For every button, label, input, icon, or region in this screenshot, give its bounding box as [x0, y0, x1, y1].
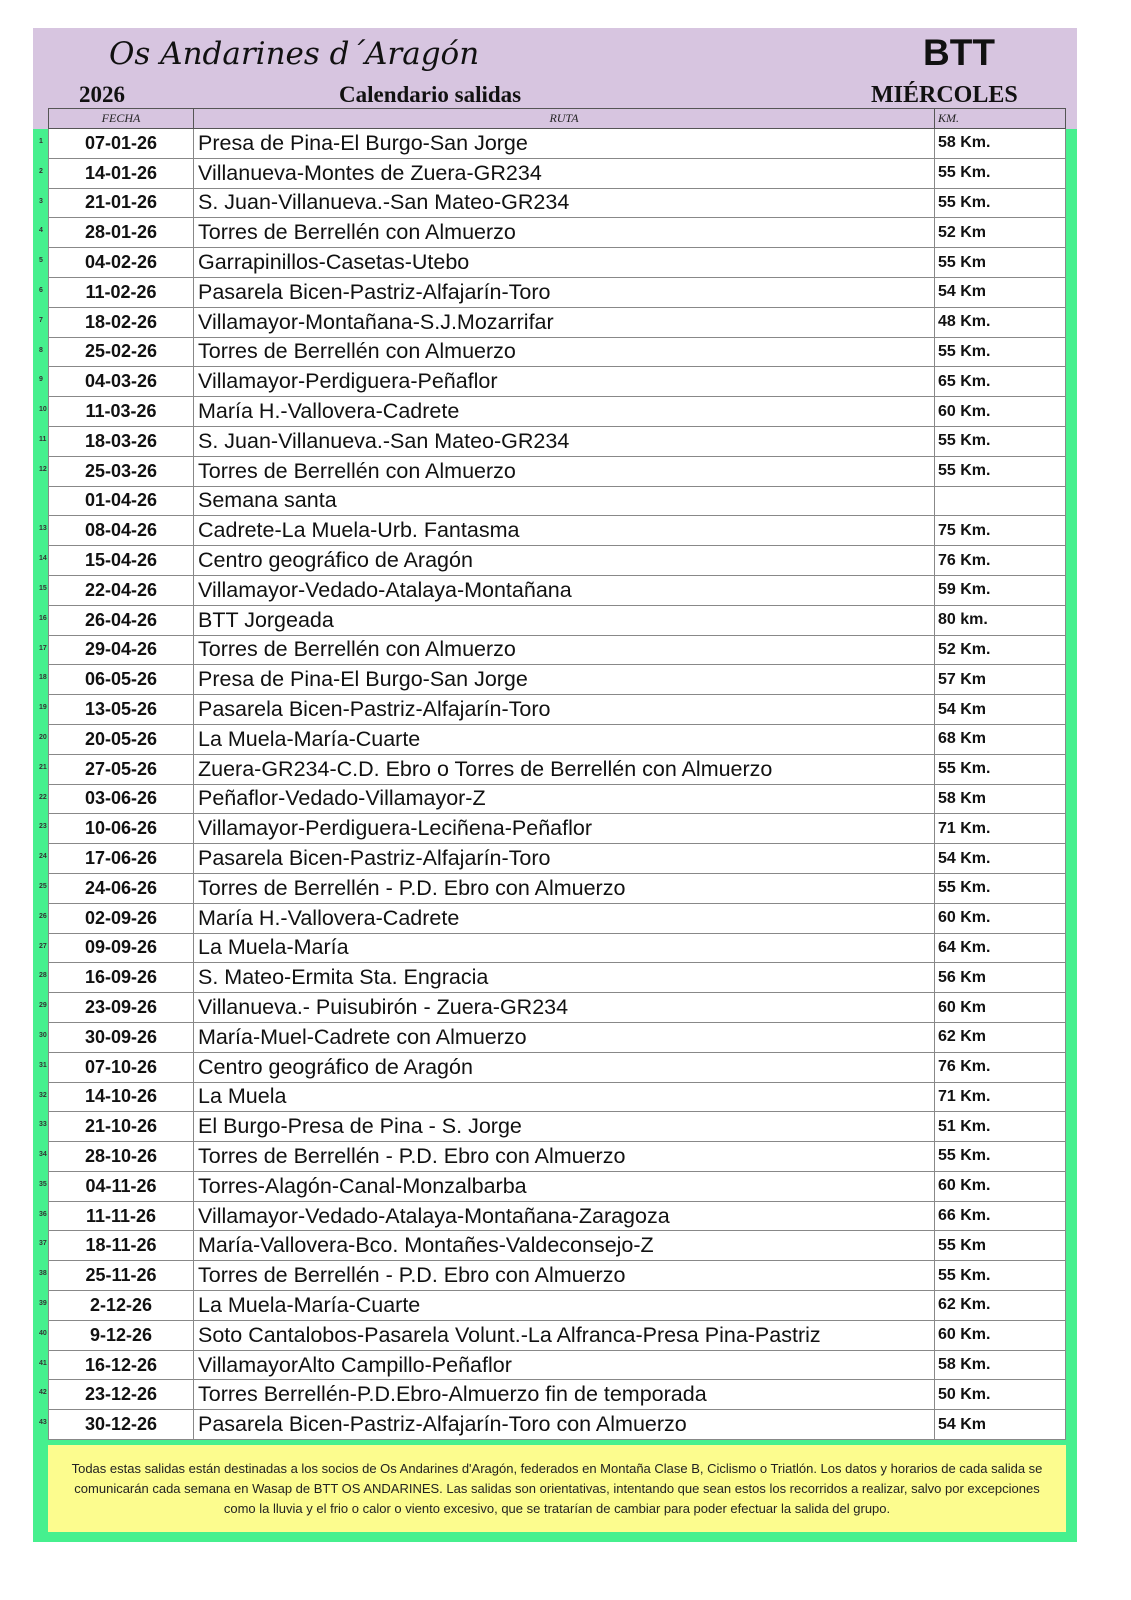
row-number: 38 — [39, 1270, 47, 1278]
km-cell: 55 Km. — [935, 337, 1066, 367]
table-row — [49, 1052, 1066, 1082]
date-cell — [39, 337, 194, 367]
table-row — [49, 1291, 1066, 1321]
table-row — [49, 695, 1066, 725]
date: 11-11-26 — [85, 1205, 157, 1226]
footer-note: Todas estas salidas están destinadas a los socios de Os Andarines d'Aragón, federados en Montaña Clase B, Ciclismo o Triatlón. Los datos y horarios de cada salida se comunicarán cada semana en Wasap de BTT OS ANDARINES. Las salidas son orientativas, intentando que sean estos los recorridos a realizar, salvo por excepciones como la lluvia y el frio o calor o viento excesivo, que se tratarían de cambiar para poder efectuar la salida del grupo. — [71, 1460, 1043, 1516]
row-number: 39 — [39, 1300, 47, 1308]
table-row — [49, 486, 1066, 516]
km-cell: 55 Km. — [935, 1142, 1066, 1172]
date: 04-02-26 — [84, 252, 158, 273]
km-cell: 60 Km. — [935, 397, 1066, 427]
row-number: 25 — [39, 882, 47, 890]
date: 30-12-26 — [84, 1414, 158, 1435]
table-row — [49, 1320, 1066, 1350]
row-number: 27 — [39, 942, 47, 950]
row-number: 40 — [39, 1329, 47, 1337]
route-cell: La Muela-María — [194, 933, 935, 963]
km-cell: 71 Km. — [935, 814, 1066, 844]
row-number: 41 — [39, 1359, 47, 1367]
date-cell — [39, 456, 194, 486]
date: 18-11-26 — [85, 1235, 157, 1256]
route-cell: Torres de Berrellén con Almuerzo — [194, 635, 935, 665]
table-row — [49, 873, 1066, 903]
date: 16-09-26 — [84, 967, 158, 988]
date: 14-10-26 — [84, 1086, 158, 1107]
route-cell: Centro geográfico de Aragón — [194, 546, 935, 576]
date: 13-05-26 — [84, 699, 158, 720]
km-cell: 76 Km. — [935, 1052, 1066, 1082]
row-number: 7 — [39, 316, 43, 324]
date-cell — [39, 426, 194, 456]
km-cell: 60 Km — [935, 993, 1066, 1023]
date: 22-04-26 — [84, 579, 158, 600]
row-number: 35 — [39, 1180, 47, 1188]
table-row — [49, 754, 1066, 784]
row-number: 12 — [39, 465, 47, 473]
column-header-km: KM. — [935, 109, 1066, 129]
route-cell: La Muela-María-Cuarte — [194, 1291, 935, 1321]
row-number: 6 — [39, 286, 43, 294]
table-row — [49, 397, 1066, 427]
column-header-route: RUTA — [194, 109, 935, 129]
row-number: 21 — [39, 763, 47, 771]
table-row — [49, 814, 1066, 844]
weekday: MIÉRCOLES — [871, 82, 1018, 108]
row-number: 8 — [39, 346, 43, 354]
route-cell: BTT Jorgeada — [194, 605, 935, 635]
date: 10-06-26 — [84, 818, 158, 839]
date: 28-01-26 — [84, 222, 158, 243]
table-row — [49, 635, 1066, 665]
date: 23-12-26 — [84, 1384, 158, 1405]
column-header-date: FECHA — [49, 109, 194, 129]
km-cell: 55 Km — [935, 1231, 1066, 1261]
route-cell: Villamayor-Vedado-Atalaya-Montañana-Zaragoza — [194, 1201, 935, 1231]
route-cell: Presa de Pina-El Burgo-San Jorge — [194, 129, 935, 159]
route-cell: María H.-Vallovera-Cadrete — [194, 903, 935, 933]
table-row — [49, 218, 1066, 248]
table-row — [49, 665, 1066, 695]
date-cell — [39, 754, 194, 784]
table-row — [49, 1231, 1066, 1261]
date-cell — [39, 784, 194, 814]
route-cell: Pasarela Bicen-Pastriz-Alfajarín-Toro — [194, 695, 935, 725]
date-cell — [39, 1320, 194, 1350]
table-row — [49, 724, 1066, 754]
date: 11-03-26 — [85, 401, 157, 422]
row-number: 43 — [39, 1419, 47, 1427]
row-number: 24 — [39, 853, 47, 861]
date: 26-04-26 — [84, 609, 158, 630]
date-cell — [39, 307, 194, 337]
km-cell: 76 Km. — [935, 546, 1066, 576]
row-number: 22 — [39, 793, 47, 801]
row-number: 1 — [39, 138, 43, 145]
km-cell: 60 Km. — [935, 903, 1066, 933]
route-cell: Garrapinillos-Casetas-Utebo — [194, 248, 935, 278]
date: 21-10-26 — [84, 1116, 158, 1137]
route-cell: Villamayor-Vedado-Atalaya-Montañana — [194, 575, 935, 605]
date: 23-09-26 — [84, 997, 158, 1017]
km-cell: 66 Km. — [935, 1201, 1066, 1231]
row-number: 14 — [39, 555, 47, 563]
km-cell: 64 Km. — [935, 933, 1066, 963]
date: 30-09-26 — [84, 1026, 158, 1047]
km-cell: 55 Km. — [935, 1261, 1066, 1291]
table-row — [49, 963, 1066, 993]
row-number: 19 — [39, 704, 47, 712]
row-number: 34 — [39, 1151, 47, 1159]
row-number: 37 — [39, 1240, 47, 1248]
date: 02-09-26 — [84, 907, 158, 928]
km-cell: 60 Km. — [935, 1320, 1066, 1350]
route-cell: Peñaflor-Vedado-Villamayor-Z — [194, 784, 935, 814]
date-cell — [39, 218, 194, 248]
date: 11-02-26 — [85, 281, 157, 302]
row-number: 30 — [39, 1031, 47, 1039]
date-cell — [39, 1022, 194, 1052]
km-cell: 80 km. — [935, 605, 1066, 635]
km-cell: 48 Km. — [935, 307, 1066, 337]
row-number: 9 — [39, 376, 43, 384]
date-cell — [39, 188, 194, 218]
date: 15-04-26 — [84, 550, 158, 571]
km-cell: 55 Km. — [935, 426, 1066, 456]
date: 24-06-26 — [84, 877, 158, 898]
route-cell: Torres de Berrellén - P.D. Ebro con Almuerzo — [194, 1142, 935, 1172]
km-cell: 54 Km — [935, 277, 1066, 307]
km-cell: 71 Km. — [935, 1082, 1066, 1112]
route-cell: VillamayorAlto Campillo-Peñaflor — [194, 1350, 935, 1380]
date-cell — [39, 1052, 194, 1082]
row-number: 18 — [39, 674, 47, 682]
schedule-table — [39, 108, 1066, 1440]
date: 29-04-26 — [84, 639, 158, 660]
table-row — [49, 129, 1066, 159]
km-cell: 60 Km. — [935, 1171, 1066, 1201]
date: 17-06-26 — [84, 848, 158, 869]
date: 06-05-26 — [84, 669, 158, 690]
date: 07-01-26 — [84, 132, 158, 153]
subtitle: Calendario salidas — [339, 82, 522, 107]
km-cell: 55 Km. — [935, 873, 1066, 903]
date: 28-10-26 — [84, 1145, 158, 1166]
row-number: 2 — [39, 167, 43, 175]
date-cell — [49, 486, 194, 516]
date: 18-03-26 — [84, 430, 158, 451]
date: 18-02-26 — [84, 311, 158, 332]
row-number: 23 — [39, 823, 47, 831]
route-cell: María H.-Vallovera-Cadrete — [194, 397, 935, 427]
date-cell — [39, 1350, 194, 1380]
route-cell: Villamayor-Perdiguera-Peñaflor — [194, 367, 935, 397]
km-cell: 59 Km. — [935, 575, 1066, 605]
table-row — [49, 1410, 1066, 1440]
date: 16-12-26 — [84, 1354, 158, 1375]
row-number: 36 — [39, 1210, 47, 1218]
route-cell: El Burgo-Presa de Pina - S. Jorge — [194, 1112, 935, 1142]
km-cell: 52 Km. — [935, 635, 1066, 665]
km-cell: 55 Km. — [935, 158, 1066, 188]
row-number: 42 — [39, 1389, 47, 1397]
route-cell: S. Mateo-Ermita Sta. Engracia — [194, 963, 935, 993]
club-title: Os Andarines d´Aragón — [109, 36, 480, 72]
date-cell — [39, 1231, 194, 1261]
km-cell: 55 Km. — [935, 754, 1066, 784]
table-row — [49, 903, 1066, 933]
route-cell: Torres de Berrellén con Almuerzo — [194, 456, 935, 486]
date-cell — [39, 724, 194, 754]
row-number: 15 — [39, 584, 47, 592]
table-row — [49, 426, 1066, 456]
date-cell — [39, 129, 194, 159]
date: 03-06-26 — [84, 788, 158, 809]
route-cell: Torres de Berrellén - P.D. Ebro con Almuerzo — [194, 873, 935, 903]
route-cell: Torres de Berrellén - P.D. Ebro con Almuerzo — [194, 1261, 935, 1291]
year: 2026 — [79, 82, 125, 107]
date-cell — [39, 993, 194, 1023]
route-cell: Presa de Pina-El Burgo-San Jorge — [194, 665, 935, 695]
row-number: 31 — [39, 1061, 47, 1069]
row-number: 32 — [39, 1091, 47, 1099]
row-number: 13 — [39, 525, 47, 533]
footer-note-box — [48, 1445, 1066, 1532]
table-row — [49, 1142, 1066, 1172]
row-number: 11 — [39, 435, 47, 443]
km-cell: 62 Km — [935, 1022, 1066, 1052]
route-cell: S. Juan-Villanueva.-San Mateo-GR234 — [194, 426, 935, 456]
date-cell — [39, 158, 194, 188]
km-cell: 52 Km — [935, 218, 1066, 248]
date-cell — [39, 1291, 194, 1321]
km-cell: 57 Km — [935, 665, 1066, 695]
table-row — [49, 575, 1066, 605]
date: 09-09-26 — [84, 937, 158, 958]
table-row — [49, 248, 1066, 278]
route-cell: Villanueva-Montes de Zuera-GR234 — [194, 158, 935, 188]
route-cell: S. Juan-Villanueva.-San Mateo-GR234 — [194, 188, 935, 218]
table-row — [49, 993, 1066, 1023]
date-cell — [39, 397, 194, 427]
table-row — [49, 337, 1066, 367]
table-row — [49, 1350, 1066, 1380]
row-number: 5 — [39, 257, 43, 265]
km-cell: 58 Km. — [935, 129, 1066, 159]
route-cell: Pasarela Bicen-Pastriz-Alfajarín-Toro — [194, 844, 935, 874]
route-cell: Semana santa — [194, 486, 935, 516]
date: 2-12-26 — [89, 1294, 153, 1315]
date-cell — [39, 605, 194, 635]
route-cell: Villamayor-Montañana-S.J.Mozarrifar — [194, 307, 935, 337]
date: 04-03-26 — [84, 371, 158, 392]
date: 04-11-26 — [85, 1175, 157, 1196]
route-cell: La Muela — [194, 1082, 935, 1112]
row-number: 20 — [39, 733, 47, 741]
table-row — [49, 516, 1066, 546]
km-cell: 65 Km. — [935, 367, 1066, 397]
route-cell: Soto Cantalobos-Pasarela Volunt.-La Alfranca-Presa Pina-Pastriz — [194, 1320, 935, 1350]
date: 25-03-26 — [84, 460, 158, 481]
date-cell — [39, 1410, 194, 1440]
km-cell: 75 Km. — [935, 516, 1066, 546]
km-cell — [935, 486, 1066, 516]
table-header-row — [49, 109, 1066, 129]
km-cell: 56 Km — [935, 963, 1066, 993]
date-cell — [39, 1380, 194, 1410]
km-cell: 55 Km. — [935, 188, 1066, 218]
table-row — [49, 307, 1066, 337]
date-cell — [39, 1142, 194, 1172]
row-number: 28 — [39, 972, 47, 980]
table-row — [49, 1171, 1066, 1201]
calendar-page — [33, 28, 1077, 1542]
date: 21-01-26 — [84, 192, 158, 213]
route-cell: Zuera-GR234-C.D. Ebro o Torres de Berrellén con Almuerzo — [194, 754, 935, 784]
date: 14-01-26 — [84, 162, 158, 183]
date-cell — [39, 1112, 194, 1142]
table-row — [49, 158, 1066, 188]
row-number: 3 — [39, 197, 43, 205]
date: 07-10-26 — [84, 1056, 158, 1077]
date-cell — [39, 367, 194, 397]
km-cell: 58 Km — [935, 784, 1066, 814]
km-cell: 54 Km. — [935, 844, 1066, 874]
route-cell: Torres de Berrellén con Almuerzo — [194, 218, 935, 248]
table-row — [49, 933, 1066, 963]
date-cell — [39, 1261, 194, 1291]
route-cell: Torres Berrellén-P.D.Ebro-Almuerzo fin de temporada — [194, 1380, 935, 1410]
table-row — [49, 844, 1066, 874]
row-number: 26 — [39, 912, 47, 920]
date: 9-12-26 — [89, 1324, 153, 1345]
date: 25-02-26 — [84, 341, 158, 362]
date-cell — [39, 546, 194, 576]
route-cell: Villamayor-Perdiguera-Leciñena-Peñaflor — [194, 814, 935, 844]
date-cell — [39, 665, 194, 695]
km-cell: 54 Km — [935, 695, 1066, 725]
table-row — [49, 277, 1066, 307]
table-row — [49, 1112, 1066, 1142]
date-cell — [39, 814, 194, 844]
date: 01-04-26 — [84, 490, 158, 511]
table-row — [49, 1201, 1066, 1231]
row-number: 17 — [39, 644, 47, 652]
table-row — [49, 456, 1066, 486]
date-cell — [39, 695, 194, 725]
date-cell — [39, 844, 194, 874]
date-cell — [39, 248, 194, 278]
route-cell: Pasarela Bicen-Pastriz-Alfajarín-Toro — [194, 277, 935, 307]
route-cell: Centro geográfico de Aragón — [194, 1052, 935, 1082]
date-cell — [39, 873, 194, 903]
table-row — [49, 605, 1066, 635]
table-row — [49, 188, 1066, 218]
route-cell: María-Vallovera-Bco. Montañes-Valdeconsejo-Z — [194, 1231, 935, 1261]
date-cell — [39, 963, 194, 993]
date-cell — [39, 1171, 194, 1201]
km-cell: 58 Km. — [935, 1350, 1066, 1380]
km-cell: 54 Km — [935, 1410, 1066, 1440]
route-cell: Villanueva.- Puisubirón - Zuera-GR234 — [194, 993, 935, 1023]
date-cell — [39, 903, 194, 933]
date-cell — [39, 277, 194, 307]
route-cell: Pasarela Bicen-Pastriz-Alfajarín-Toro con Almuerzo — [194, 1410, 935, 1440]
route-cell: Torres-Alagón-Canal-Monzalbarba — [194, 1171, 935, 1201]
km-cell: 55 Km. — [935, 456, 1066, 486]
table-row — [49, 367, 1066, 397]
row-number: 29 — [39, 1002, 47, 1010]
date: 25-11-26 — [85, 1265, 157, 1286]
route-cell: Torres de Berrellén con Almuerzo — [194, 337, 935, 367]
date-cell — [39, 1201, 194, 1231]
date-cell — [39, 635, 194, 665]
row-number: 10 — [39, 406, 47, 414]
date-cell — [39, 933, 194, 963]
route-cell: La Muela-María-Cuarte — [194, 724, 935, 754]
route-cell: María-Muel-Cadrete con Almuerzo — [194, 1022, 935, 1052]
table-row — [49, 1380, 1066, 1410]
km-cell: 51 Km. — [935, 1112, 1066, 1142]
km-cell: 62 Km. — [935, 1291, 1066, 1321]
date-cell — [39, 1082, 194, 1112]
category: BTT — [923, 32, 995, 73]
date-cell — [39, 575, 194, 605]
table-row — [49, 546, 1066, 576]
date: 20-05-26 — [84, 728, 158, 749]
route-cell: Cadrete-La Muela-Urb. Fantasma — [194, 516, 935, 546]
table-row — [49, 784, 1066, 814]
date: 08-04-26 — [84, 520, 158, 541]
row-number: 33 — [39, 1121, 47, 1129]
table-row — [49, 1261, 1066, 1291]
km-cell: 68 Km — [935, 724, 1066, 754]
km-cell: 55 Km — [935, 248, 1066, 278]
row-number: 4 — [39, 227, 43, 235]
date: 27-05-26 — [84, 758, 158, 779]
km-cell: 50 Km. — [935, 1380, 1066, 1410]
table-row — [49, 1022, 1066, 1052]
table-row — [49, 1082, 1066, 1112]
date-cell — [39, 516, 194, 546]
row-number: 16 — [39, 614, 47, 622]
